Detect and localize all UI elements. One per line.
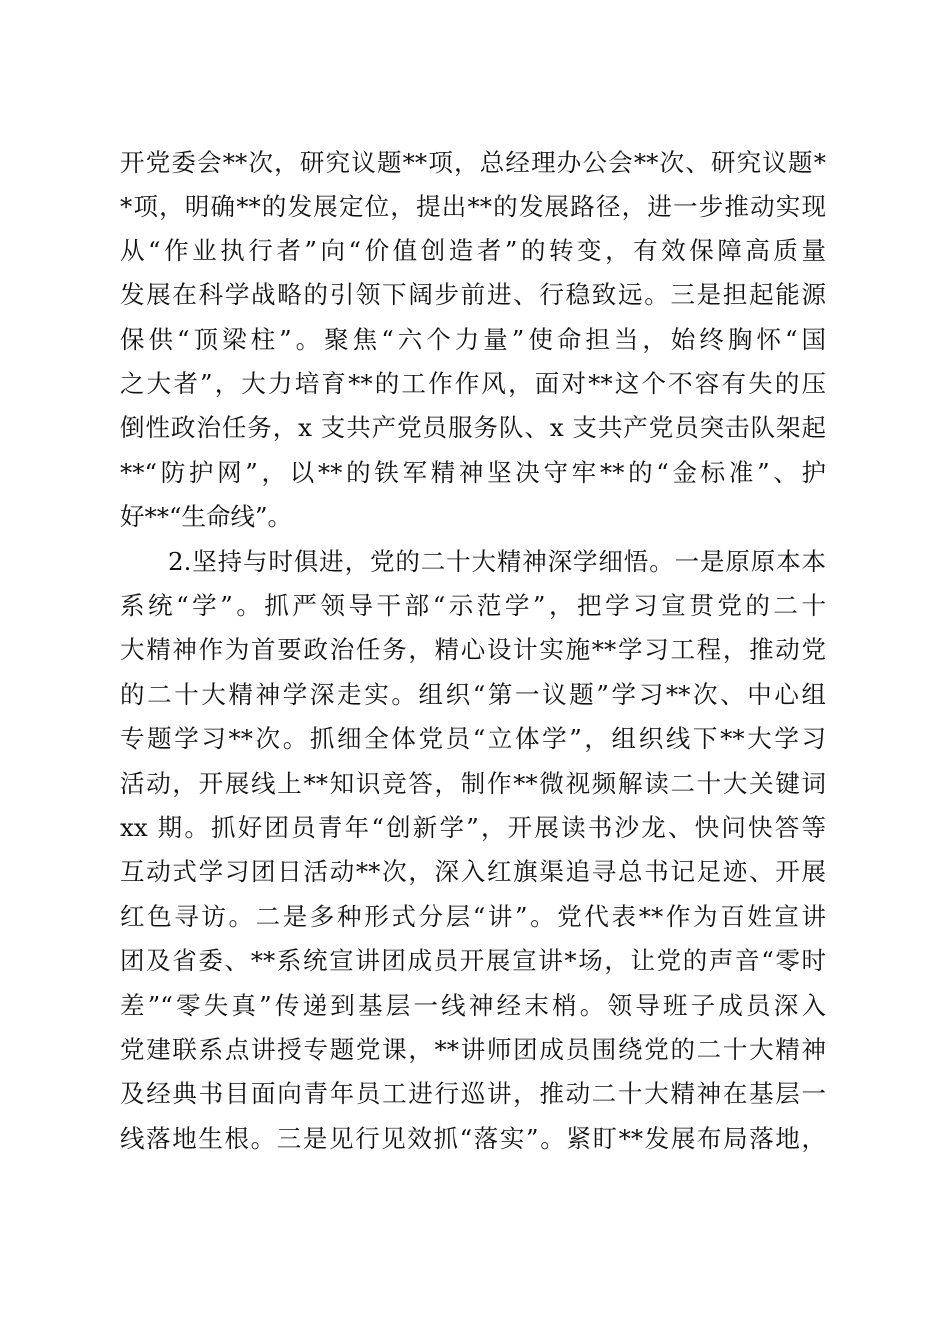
text-line: 差”“零失真”传递到基层一线神经末梢。领导班子成员深入 [120, 991, 826, 1020]
text-line: 活动，开展线上**知识竞答，制作**微视频解读二十大关键词 [120, 769, 826, 798]
text-line: 的二十大精神学深走实。组织“第一议题”学习**次、中心组 [120, 680, 826, 709]
text-line: 保供“顶梁柱”。聚焦“六个力量”使命担当，始终胸怀“国 [120, 325, 826, 354]
text-line: 党建联系点讲授专题党课，**讲师团成员围绕党的二十大精神 [120, 1035, 826, 1064]
text-line: 专题学习**次。抓细全体党员“立体学”，组织线下**大学习 [120, 724, 826, 753]
text-line: *项，明确**的发展定位，提出**的发展路径，进一步推动实现 [120, 192, 826, 221]
text-line: 红色寻访。二是多种形式分层“讲”。党代表**作为百姓宣讲 [120, 902, 826, 931]
text-line: 及经典书目面向青年员工进行巡讲，推动二十大精神在基层一 [120, 1079, 826, 1108]
text-line: xx 期。抓好团员青年“创新学”，开展读书沙龙、快问快答等 [120, 813, 826, 842]
text-line: 2.坚持与时俱进，党的二十大精神深学细悟。一是原原本本 [168, 547, 826, 576]
text-line: 线落地生根。三是见行见效抓“落实”。紧盯**发展布局落地， [120, 1124, 826, 1153]
text-line: 团及省委、**系统宣讲团成员开展宣讲*场，让党的声音“零时 [120, 946, 826, 975]
text-line: 系统“学”。抓严领导干部“示范学”，把学习宣贯党的二十 [120, 591, 826, 620]
text-line: 好**“生命线”。 [120, 502, 293, 531]
text-line: 倒性政治任务，x 支共产党员服务队、x 支共产党员突击队架起 [120, 413, 826, 442]
text-line: 互动式学习团日活动**次，深入红旗渠追寻总书记足迹、开展 [120, 857, 826, 886]
text-line: 从“作业执行者”向“价值创造者”的转变，有效保障高质量 [120, 236, 826, 265]
text-line: 开党委会**次，研究议题**项，总经理办公会**次、研究议题* [120, 148, 826, 177]
text-line: **“防护网”，以**的铁军精神坚决守牢**的“金标准”、护 [120, 458, 826, 487]
text-line: 之大者”，大力培育**的工作作风，面对**这个不容有失的压 [120, 369, 826, 398]
text-line: 大精神作为首要政治任务，精心设计实施**学习工程，推动党 [120, 635, 826, 664]
text-line: 发展在科学战略的引领下阔步前进、行稳致远。三是担起能源 [120, 280, 826, 309]
